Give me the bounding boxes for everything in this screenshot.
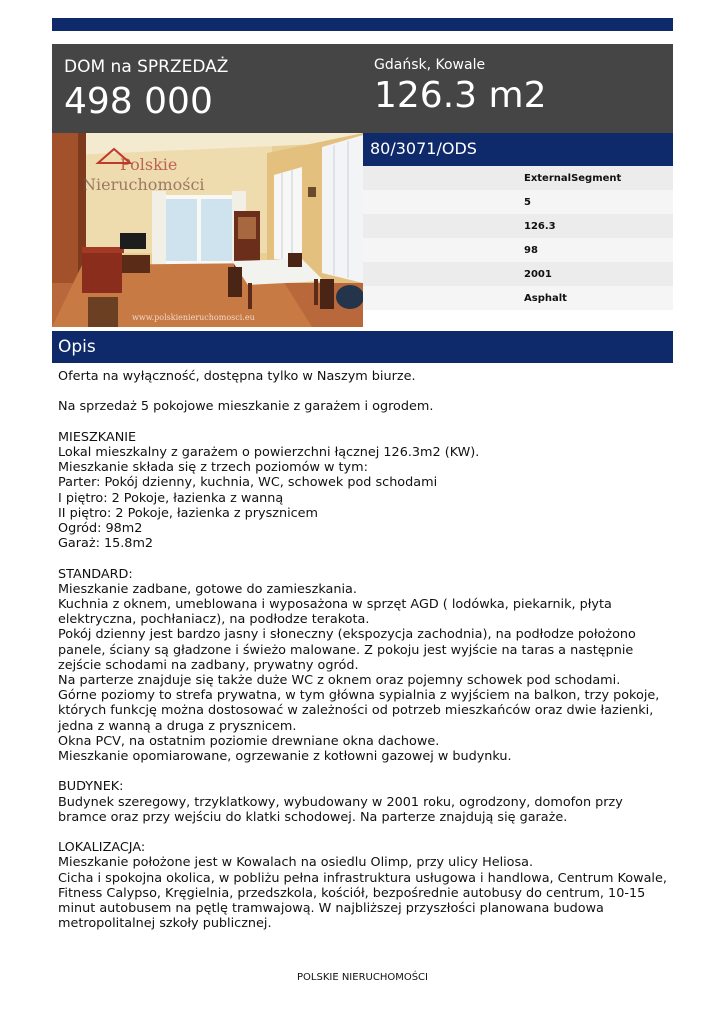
description-line: Ogród: 98m2 [58,521,143,536]
watermark-line2: Nieruchomości [82,175,205,194]
listing-area: 126.3 m2 [374,75,547,116]
property-row [363,214,673,238]
description-line: Pokój dzienny jest bardzo jasny i słoneczny (ekspozycja zachodnia), na podłodze położono panele, ściany są gładzone i świeżo malowane. Z pokoju jest wyjście na taras a następnie zejście schodami na zadbany, prywatny ogród. [58,627,636,673]
section-title: Opis [58,337,96,357]
listing-location: Gdańsk, Kowale [374,57,486,73]
listing-price: 498 000 [64,81,213,122]
description-line: Mieszkanie opomiarowane, ogrzewanie z kotłowni gazowej w budynku. [58,749,512,765]
header-left [64,56,228,124]
property-value: 98 [524,245,538,256]
paragraph-gap [58,384,670,399]
description-line: MIESZKANIE [58,429,137,445]
property-value: 5 [524,197,531,208]
description-line: BUDYNEK: [58,779,124,795]
description-line: II piętro: 2 Pokoje, łazienka z prysznicem [58,505,319,521]
property-row [363,286,673,310]
paragraph-gap [58,415,670,430]
listing-header [52,44,673,133]
description-line: Budynek szeregowy, trzyklatkowy, wybudowany w 2001 roku, ogrodzony, domofon przy bramce oraz przy wejściu do klatki schodowej. Na parterze znajdują się garaże. [58,794,623,825]
description-line: Mieszkanie zadbane, gotowe do zamieszkania. [58,581,357,597]
description-line: Oferta na wyłączność, dostępna tylko w Naszym biurze. [58,369,416,384]
description-line: Okna PCV, na ostatnim poziomie drewniane okna dachowe. [58,733,440,749]
description-line: Mieszkanie położone jest w Kowalach na osiedlu Olimp, przy ulicy Heliosa. [58,855,534,871]
watermark-url: www.polskienieruchomosci.eu [132,313,255,322]
footer-text: POLSKIE NIERUCHOMOŚCI [297,972,428,983]
description-line: Cicha i spokojna okolica, w pobliżu pełna infrastruktura usługowa i handlowa, Centrum Kowale, Fitness Calypso, Kręgielnia, przedszkola, kościół, bezpośrednie autobusy do centrum, 10-15 minut autobusem na pętlę tramwajową. W najbliższej przyszłości planowana budowa metropolitalnej szkoły publicznej. [58,870,667,932]
description-line: Lokal mieszkalny z garażem o powierzchni łącznej 126.3m2 (KW). [58,444,480,460]
property-value: 2001 [524,269,552,280]
description-line: Garaż: 15.8m2 [58,536,154,552]
paragraph-gap [58,825,670,840]
watermark-line1: Polskie [120,155,178,174]
description-section-bar [52,331,673,363]
property-table [363,166,673,310]
property-row [363,190,673,214]
reference-number: 80/3071/ODS [370,139,477,158]
listing-photo [52,133,363,327]
header-right [374,56,546,118]
reference-bar [363,133,673,166]
listing-type: DOM na SPRZEDAŻ [64,57,229,77]
top-accent-bar [52,18,673,31]
description-line: Mieszkanie składa się z trzech poziomów w tym: [58,460,368,476]
paragraph-gap [58,764,670,779]
property-row [363,238,673,262]
description-line: LOKALIZACJA: [58,840,146,856]
description-body [58,369,670,931]
property-row [363,166,673,190]
description-line: I piętro: 2 Pokoje, łazienka z wanną [58,490,284,506]
description-line: Kuchnia z oknem, umeblowana i wyposażona w sprzęt AGD ( lodówka, piekarnik, płyta elektryczna, pochłaniacz), na podłodze terakota. [58,597,612,628]
property-row [363,262,673,286]
description-line: Górne poziomy to strefa prywatna, w tym główna sypialnia z wyjściem na balkon, trzy pokoje, których funkcję można dostosować w zależności od potrzeb mieszkańców oraz dwie łazienki, jedna z wanną a druga z prysznicem. [58,688,660,734]
paragraph-gap [58,551,670,566]
description-line: STANDARD: [58,566,133,582]
description-line: Na parterze znajduje się także duże WC z oknem oraz pojemny schowek pod schodami. [58,673,621,689]
description-line: Na sprzedaż 5 pokojowe mieszkanie z garażem i ogrodem. [58,399,434,415]
property-value: ExternalSegment [524,173,622,184]
property-value: 126.3 [524,221,556,232]
property-value: Asphalt [524,293,567,304]
description-line: Parter: Pokój dzienny, kuchnia, WC, schowek pod schodami [58,475,438,491]
